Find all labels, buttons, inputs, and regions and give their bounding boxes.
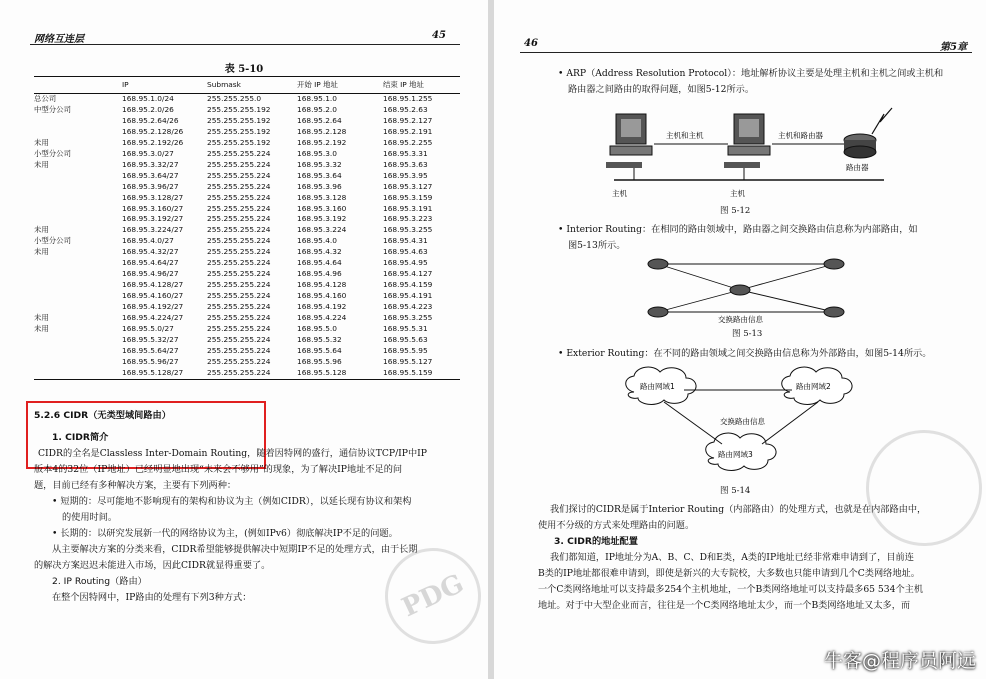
para-a-line1: 我们探讨的CIDR是属于Interior Routing（内部路由）的处理方式，也就是在内部路由中， [550,504,927,515]
table-cell: 168.95.3.160 [297,203,347,213]
table-cell: 168.95.5.159 [383,368,460,379]
table-row [34,335,460,346]
table-cell: 168.95.2.191 [383,126,433,136]
table-cell: 168.95.5.31 [383,324,428,334]
table-row [34,149,460,160]
para1-line1: CIDR的全名是Classless Inter-Domain Routing，随着因特网的盛行，通信协议TCP/IP中IP [38,448,427,459]
table-row [34,291,460,302]
table-cell: 255.255.255.224 [207,225,271,235]
table-cell: 168.95.3.192 [297,214,347,224]
table-cell: 168.95.4.128 [297,280,347,290]
table-cell: 168.95.4.159 [383,280,433,290]
table-cell: 168.95.5.0/27 [122,324,174,334]
table-cell: 168.95.1.255 [383,94,433,103]
table-cell: 168.95.2.63 [383,104,428,114]
sub-heading-ip-routing: 2. IP Routing（路由） [52,576,147,587]
table-cell: 168.95.5.96/27 [122,356,179,366]
table-cell: 168.95.3.64 [297,170,342,180]
table-title: 表 5-10 [224,64,264,75]
table-row [34,269,460,280]
table-cell: 168.95.4.223 [383,302,433,312]
table-cell: 168.95.4.96/27 [122,269,179,279]
table-cell: 168.95.3.255 [383,313,433,323]
table-row [34,127,460,138]
table-cell: 255.255.255.192 [207,126,271,136]
table-cell: 168.95.2.192/26 [122,137,184,147]
table-cell: 255.255.255.224 [207,269,271,279]
arp-line1: • ARP（Address Resolution Protocol）：地址解析协议主要是处理主机和主机之间或主机和 [558,68,944,79]
sub-heading-cidr-address: 3. CIDR的地址配置 [554,536,638,547]
table-row [34,116,460,127]
table-cell: 255.255.255.224 [207,345,271,355]
table-row [34,138,460,149]
table-header-cell [34,77,122,94]
table-row [34,236,460,247]
table-cell [34,193,122,204]
table-cell: 255.255.255.224 [207,159,271,169]
label-router: 路由器 [846,163,869,172]
table-cell: 255.255.255.224 [207,291,271,301]
table-cell: 168.95.5.96 [297,356,342,366]
table-cell: 168.95.3.128/27 [122,192,184,202]
table-cell: 255.255.255.224 [207,148,271,158]
table-cell: 168.95.2.128 [297,126,347,136]
left-page [0,0,488,679]
para1-line3: 题，目前已经有多种解决方案，主要有下列两种： [34,480,237,491]
table-cell [34,171,122,182]
table-cell: 168.95.2.64/26 [122,115,179,125]
table-cell: 168.95.1.0 [297,94,337,103]
table-row [34,171,460,182]
router-icon [844,108,892,158]
table-cell: 168.95.5.63 [383,334,428,344]
table-row [34,302,460,313]
table-cell [34,357,122,368]
table-cell: 255.255.255.224 [207,214,271,224]
para-a-line2: 使用不分级的方式来处理路由的问题。 [538,520,695,531]
table-cell: 168.95.4.127 [383,269,433,279]
table-cell: 小型分公司 [34,148,71,158]
table-cell: 168.95.3.127 [383,181,433,191]
table-cell: 168.95.4.31 [383,236,428,246]
table-cell: 未用 [34,313,49,323]
table-cell: 168.95.4.63 [383,247,428,257]
table-header-cell: IP [122,77,207,94]
label-domain2: 路由网域2 [796,382,831,391]
table-row [34,368,460,379]
para2-line1: 从主要解决方案的分类来看，CIDR希望能够提供解决中短期IP不足的处理方式，由于长期 [52,544,418,555]
table-cell: 168.95.3.63 [383,159,428,169]
interior-line1: • Interior Routing：在相同的路由领域中，路由器之间交换路由信息称为内部路由，如 [558,224,918,235]
table-cell: 168.95.3.32/27 [122,159,179,169]
table-cell: 168.95.4.224/27 [122,313,184,323]
table-row [34,346,460,357]
table-cell: 168.95.3.191 [383,203,433,213]
table-cell: 中型分公司 [34,104,71,114]
left-header-rule [30,44,460,45]
table-cell: 255.255.255.224 [207,203,271,213]
bullet1-line1: • 短期的：尽可能地不影响现有的架构和协议为主（例如CIDR），以延长现有协议和架构 [52,496,412,507]
right-header-rule [520,52,972,53]
table-cell: 168.95.2.0/26 [122,104,174,114]
table-cell: 未用 [34,137,49,147]
table-cell: 168.95.2.64 [297,115,342,125]
table-cell: 168.95.5.0 [297,324,337,334]
table-cell: 168.95.4.224 [297,313,347,323]
table-cell: 168.95.3.160/27 [122,203,184,213]
table-cell: 255.255.255.224 [207,334,271,344]
watermark: 牛客@程序员阿远 [823,650,976,672]
label-host-host: 主机和主机 [666,131,704,140]
link-domain1-domain3 [664,402,722,444]
table-cell: 255.255.255.224 [207,258,271,268]
table-cell: 168.95.3.32 [297,159,342,169]
table-cell: 255.255.255.224 [207,247,271,257]
table-cell [34,214,122,225]
table-cell: 总公司 [34,94,57,103]
table-cell: 168.95.3.96 [297,181,342,191]
table-cell: 255.255.255.224 [207,192,271,202]
table-cell: 168.95.5.127 [383,356,433,366]
table-cell: 168.95.3.0/27 [122,148,174,158]
table-row [34,105,460,116]
table-row [34,193,460,204]
table-cell: 未用 [34,324,49,334]
table-row [34,258,460,269]
link-domain2-domain3 [762,402,818,444]
table-cell: 未用 [34,247,49,257]
table-row [34,313,460,324]
table-row [34,225,460,236]
table-cell [34,182,122,193]
caption-fig-5-14: 图 5-14 [720,486,751,496]
table-header-row [34,77,460,94]
table-cell [34,204,122,215]
table-cell: 168.95.3.159 [383,192,433,202]
router-icons [648,259,844,317]
table-cell: 168.95.4.32 [297,247,342,257]
table-cell: 255.255.255.224 [207,181,271,191]
para2-line2: 的解决方案迟迟未能进入市场，因此CIDR就显得重要了。 [34,560,271,571]
table-cell: 168.95.3.128 [297,192,347,202]
subnet-table [34,76,460,380]
table-cell: 168.95.4.64 [297,258,342,268]
table-cell: 168.95.5.32 [297,334,342,344]
table-row [34,357,460,368]
table-cell: 小型分公司 [34,236,71,246]
table-row [34,94,460,105]
table-row [34,182,460,193]
table-cell [34,269,122,280]
table-cell: 168.95.2.127 [383,115,433,125]
table-cell: 168.95.4.128/27 [122,280,184,290]
figure-5-12 [594,106,924,202]
table-cell: 168.95.4.192/27 [122,302,184,312]
host2-computer-icon [724,114,770,168]
table-cell [34,280,122,291]
table-cell: 255.255.255.224 [207,324,271,334]
table-cell: 168.95.3.31 [383,148,428,158]
section-heading: 5.2.6 CIDR（无类型域间路由） [34,410,171,421]
table-cell: 168.95.4.32/27 [122,247,179,257]
table-cell: 255.255.255.224 [207,236,271,246]
table-header-cell: 结束 IP 地址 [383,77,460,94]
table-cell [34,291,122,302]
label-domain3: 路由网域3 [718,450,753,459]
table-cell: 168.95.4.192 [297,302,347,312]
figure-5-13 [644,254,864,326]
table-cell: 168.95.3.255 [383,225,433,235]
table-cell: 168.95.5.128 [297,368,383,379]
table-cell: 168.95.4.160 [297,291,347,301]
table-row [34,280,460,291]
para-b-line3: 一个C类网络地址可以支持最多254个主机地址，一个B类网络地址可以支持最多65 534个主机 [538,584,924,595]
arp-line2: 路由器之间路由的取得问题，如图5-12所示。 [568,84,755,95]
left-header-title: 网络互连层 [34,34,84,45]
table-cell: 255.255.255.224 [207,356,271,366]
table-cell [34,335,122,346]
table-cell: 168.95.3.224 [297,225,347,235]
right-header-chapter: 第5章 [940,42,967,53]
table-cell: 168.95.3.95 [383,170,428,180]
figure-5-14 [614,362,874,478]
table-cell: 168.95.5.64/27 [122,345,179,355]
label-exchange: 交换路由信息 [720,417,765,426]
table-cell: 168.95.2.255 [383,137,433,147]
table-cell: 168.95.3.192/27 [122,214,184,224]
bullet1-line2: 的使用时间。 [62,512,118,523]
table-body [34,94,460,380]
para1-line2: 版本4的32位（IP地址）已经明显地出现“未来会不够用”的现象，为了解决IP地址不足的问 [34,464,403,475]
table-cell [34,127,122,138]
table-row [34,204,460,215]
table-cell: 168.95.4.95 [383,258,428,268]
label-exchange-routes: 交换路由信息 [718,315,763,324]
table-cell: 168.95.2.128/26 [122,126,184,136]
caption-fig-5-13: 图 5-13 [732,329,763,339]
table-cell: 168.95.4.96 [297,269,342,279]
table-cell: 未用 [34,159,49,169]
table-cell: 168.95.1.0/24 [122,94,174,103]
sub-heading-cidr-intro: 1. CIDR简介 [52,432,109,443]
table-row [34,214,460,225]
library-stamp: PDG [369,532,488,660]
interior-line2: 图5-13所示。 [568,240,626,251]
table-cell: 255.255.255.224 [207,302,271,312]
table-cell [34,368,122,379]
bullet2: • 长期的：以研究发展新一代的网络协议为主，(例如IPv6）彻底解决IP不足的问题。 [52,528,398,539]
table-cell: 168.95.4.0 [297,236,337,246]
table-cell: 255.255.255.224 [207,170,271,180]
table-cell: 168.95.3.96/27 [122,181,179,191]
table-cell: 255.255.255.192 [207,115,271,125]
table-cell: 168.95.2.192 [297,137,347,147]
table-cell: 255.255.255.192 [207,104,271,114]
table-header-cell: 开始 IP 地址 [297,77,383,94]
para-b-line4: 地址。对于中大型企业而言，往往是一个C类网络地址太少，而一个B类网络地址又太多，而 [538,600,911,611]
table-cell: 168.95.5.64 [297,345,342,355]
table-cell: 255.255.255.224 [207,313,271,323]
table-cell: 255.255.255.224 [207,280,271,290]
table-cell: 168.95.3.223 [383,214,433,224]
label-domain1: 路由网域1 [640,382,675,391]
table-cell [34,116,122,127]
table-row [34,247,460,258]
label-host2: 主机 [730,189,745,198]
table-cell: 168.95.3.64/27 [122,170,179,180]
label-host1: 主机 [612,189,627,198]
table-cell [34,302,122,313]
table-cell: 未用 [34,225,49,235]
table-cell: 168.95.5.95 [383,345,428,355]
table-cell: 168.95.4.0/27 [122,236,174,246]
table-cell: 168.95.5.32/27 [122,334,179,344]
table-cell: 168.95.2.0 [297,104,337,114]
table-cell: 255.255.255.224 [207,368,297,379]
caption-fig-5-12: 图 5-12 [720,206,751,216]
host1-computer-icon [606,114,652,168]
para-b-line2: B类的IP地址都很难申请到，即使是新兴的大专院校，大多数也只能申请到几个C类网络地址。 [538,568,920,579]
exterior-line: • Exterior Routing：在不同的路由领域之间交换路由信息称为外部路由，如图5-14所示。 [558,348,932,359]
table-row [34,324,460,335]
left-page-number: 45 [432,30,446,41]
table-cell [34,258,122,269]
table-cell: 168.95.4.64/27 [122,258,179,268]
table-cell: 168.95.3.224/27 [122,225,184,235]
right-page-number: 46 [524,38,538,49]
table-cell: 168.95.3.0 [297,148,337,158]
table-header-cell: Submask [207,77,297,94]
table-cell [34,346,122,357]
table-cell: 255.255.255.192 [207,137,271,147]
right-page [494,0,986,679]
table-cell: 168.95.4.191 [383,291,433,301]
table-row [34,160,460,171]
label-host-router: 主机和路由器 [778,131,823,140]
para-b-line1: 我们都知道，IP地址分为A、B、C、D和E类，A类的IP地址已经非常难申请到了，目前连 [550,552,914,563]
table-cell: 168.95.5.128/27 [122,368,207,379]
table-cell: 255.255.255.0 [207,94,262,103]
para3: 在整个因特网中，IP路由的处理有下列3种方式： [52,592,252,603]
table-cell: 168.95.4.160/27 [122,291,184,301]
